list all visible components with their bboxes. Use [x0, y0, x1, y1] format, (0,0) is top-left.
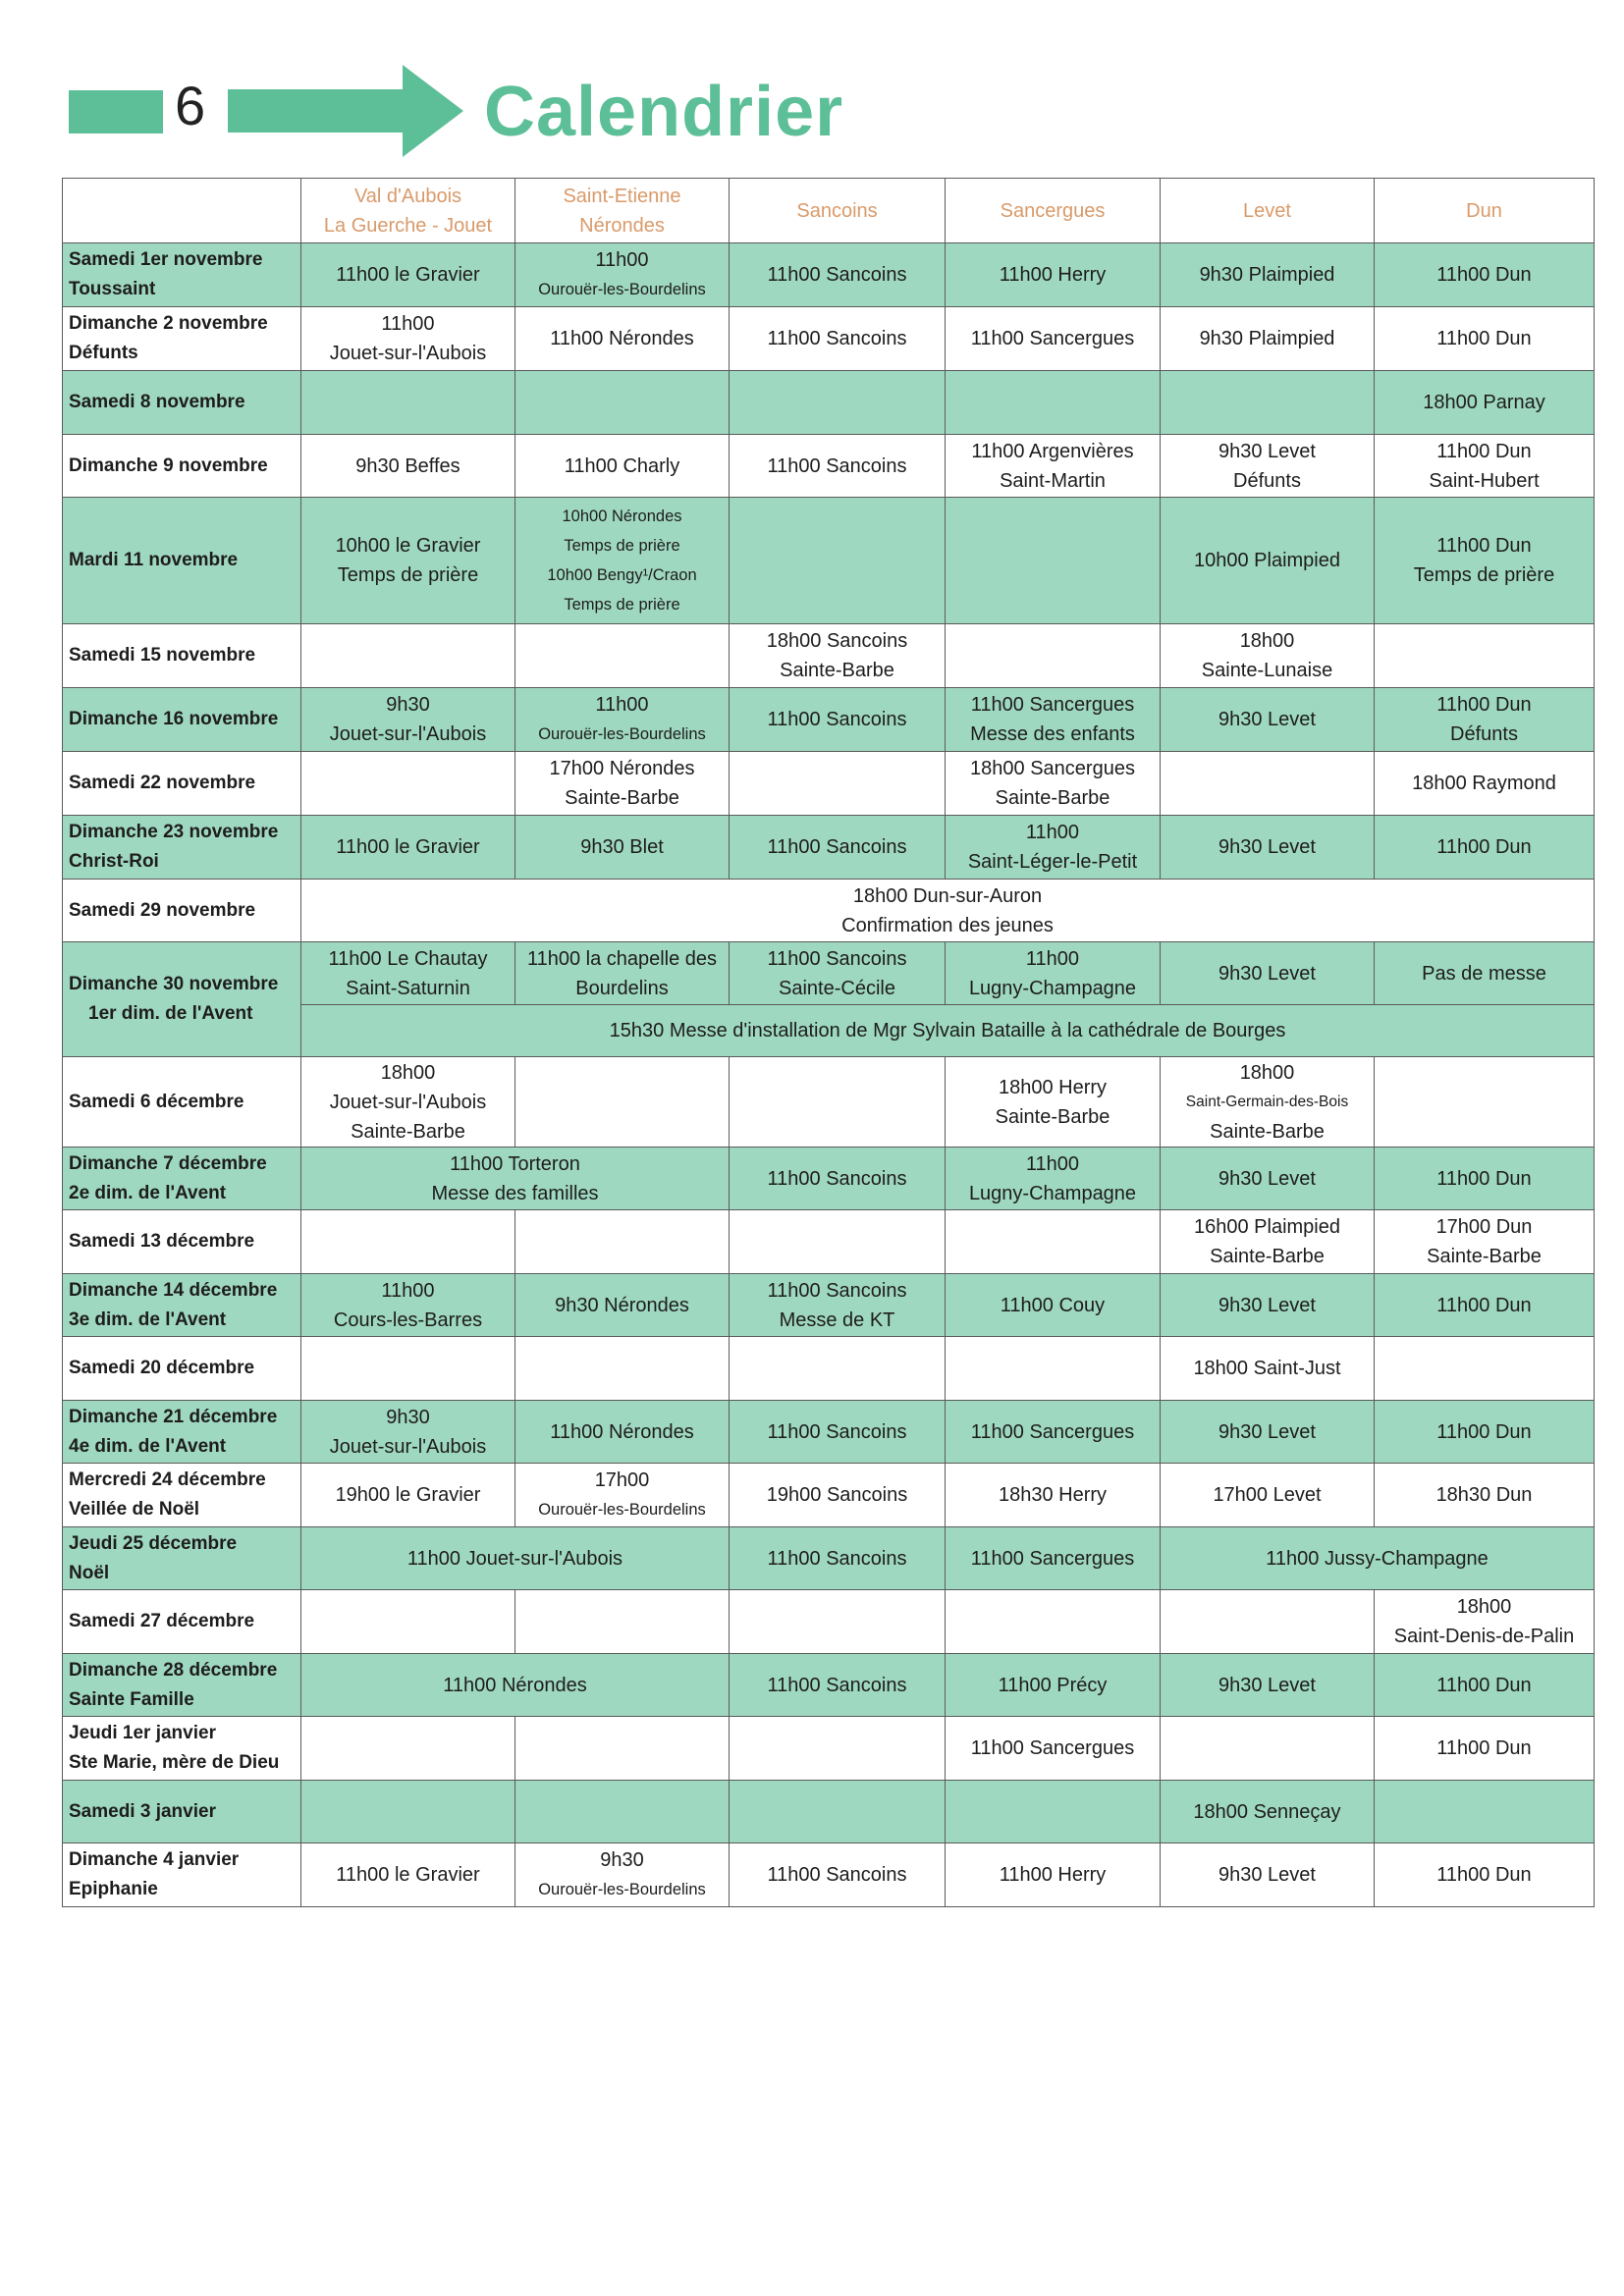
table-row [63, 942, 1595, 1005]
table-cell [730, 498, 946, 624]
date-cell: Samedi 8 novembre [63, 371, 301, 435]
table-cell [301, 1590, 515, 1654]
table-cell: 18h30 Dun [1375, 1464, 1595, 1527]
date-cell: Dimanche 23 novembre Christ-Roi [63, 816, 301, 880]
table-cell: 9h30 Plaimpied [1161, 243, 1375, 307]
table-cell [301, 1210, 515, 1274]
table-cell: 18h00 Saint-Germain-des-Bois Sainte-Barbe [1161, 1057, 1375, 1148]
table-cell [1375, 1337, 1595, 1401]
table-cell: 17h00 Nérondes Sainte-Barbe [515, 752, 730, 816]
table-cell [515, 1057, 730, 1148]
table-cell: 9h30 Jouet-sur-l'Aubois [301, 688, 515, 752]
table-cell: 9h30 Jouet-sur-l'Aubois [301, 1401, 515, 1464]
date-cell: Dimanche 21 décembre 4e dim. de l'Avent [63, 1401, 301, 1464]
table-cell: 11h00 Lugny-Champagne [946, 942, 1161, 1005]
table-cell: 9h30 Ourouër-les-Bourdelins [515, 1843, 730, 1907]
date-cell: Samedi 20 décembre [63, 1337, 301, 1401]
table-cell: 17h00 Dun Sainte-Barbe [1375, 1210, 1595, 1274]
table-cell [1161, 752, 1375, 816]
table-row [63, 1401, 1595, 1464]
table-row [63, 1057, 1595, 1148]
date-cell: Dimanche 14 décembre 3e dim. de l'Avent [63, 1274, 301, 1337]
date-cell: Samedi 29 novembre [63, 880, 301, 942]
table-cell [730, 1057, 946, 1148]
table-cell [1161, 371, 1375, 435]
table-cell: 11h00 Couy [946, 1274, 1161, 1337]
date-cell: Dimanche 4 janvier Epiphanie [63, 1843, 301, 1907]
date-cell: Dimanche 30 novembre 1er dim. de l'Avent [63, 942, 301, 1057]
table-row [63, 1781, 1595, 1843]
table-cell: 11h00 Dun Temps de prière [1375, 498, 1595, 624]
table-cell: 11h00 Herry [946, 1843, 1161, 1907]
merged-cell: 11h00 Jussy-Champagne [1161, 1527, 1595, 1590]
table-cell: 18h00 Herry Sainte-Barbe [946, 1057, 1161, 1148]
table-row [63, 1274, 1595, 1337]
table-cell: 11h00 Sancoins Sainte-Cécile [730, 942, 946, 1005]
date-cell: Samedi 22 novembre [63, 752, 301, 816]
table-cell: 11h00 Charly [515, 435, 730, 498]
table-cell: 11h00 Herry [946, 243, 1161, 307]
table-cell: 17h00 Ourouër-les-Bourdelins [515, 1464, 730, 1527]
table-cell: 11h00 Le Chautay Saint-Saturnin [301, 942, 515, 1005]
table-row [63, 880, 1595, 942]
table-row [63, 1527, 1595, 1590]
table-cell: 11h00 Ourouër-les-Bourdelins [515, 688, 730, 752]
table-row [63, 1654, 1595, 1717]
table-cell: 11h00 Sancergues [946, 1717, 1161, 1781]
column-header: Sancoins [730, 179, 946, 243]
date-cell: Dimanche 28 décembre Sainte Famille [63, 1654, 301, 1717]
table-cell [1375, 1057, 1595, 1148]
table-cell: 11h00 Dun Défunts [1375, 688, 1595, 752]
table-cell: 11h00 Ourouër-les-Bourdelins [515, 243, 730, 307]
table-cell [946, 624, 1161, 688]
table-cell: 11h00 Sancoins [730, 243, 946, 307]
table-cell: 9h30 Beffes [301, 435, 515, 498]
table-cell [301, 371, 515, 435]
table-cell: 11h00 Sancergues [946, 1527, 1161, 1590]
table-cell: 11h00 le Gravier [301, 1843, 515, 1907]
table-cell: 9h30 Levet [1161, 688, 1375, 752]
table-row [63, 816, 1595, 880]
date-cell: Samedi 3 janvier [63, 1781, 301, 1843]
table-cell [946, 1781, 1161, 1843]
table-cell: 11h00 le Gravier [301, 243, 515, 307]
table-cell: 18h00 Saint-Just [1161, 1337, 1375, 1401]
table-row [63, 1590, 1595, 1654]
table-cell: 11h00 Cours-les-Barres [301, 1274, 515, 1337]
table-cell: 11h00 Dun [1375, 816, 1595, 880]
table-cell: 9h30 Levet [1161, 942, 1375, 1005]
date-cell: Jeudi 25 décembre Noël [63, 1527, 301, 1590]
table-cell: 11h00 Dun [1375, 307, 1595, 371]
table-cell: 11h00 Dun [1375, 1148, 1595, 1210]
table-cell: 9h30 Levet [1161, 1401, 1375, 1464]
table-cell: 11h00 Saint-Léger-le-Petit [946, 816, 1161, 880]
table-cell [515, 624, 730, 688]
table-row [63, 1148, 1595, 1210]
date-cell: Samedi 13 décembre [63, 1210, 301, 1274]
table-row [63, 688, 1595, 752]
table-cell: 9h30 Levet [1161, 816, 1375, 880]
table-row [63, 498, 1595, 624]
arrow-right-icon [228, 61, 473, 159]
table-row [63, 1717, 1595, 1781]
table-cell: 19h00 Sancoins [730, 1464, 946, 1527]
table-cell: 11h00 Sancergues [946, 1401, 1161, 1464]
table-cell: 11h00 Sancoins [730, 307, 946, 371]
table-cell [946, 1337, 1161, 1401]
table-cell [730, 1337, 946, 1401]
merged-cell: 11h00 Jouet-sur-l'Aubois [301, 1527, 730, 1590]
table-cell: 11h00 Argenvières Saint-Martin [946, 435, 1161, 498]
table-row [63, 1337, 1595, 1401]
table-cell: 9h30 Levet [1161, 1274, 1375, 1337]
table-cell [515, 1337, 730, 1401]
date-cell: Dimanche 16 novembre [63, 688, 301, 752]
table-cell: 11h00 Sancoins [730, 435, 946, 498]
table-cell: 11h00 la chapelle des Bourdelins [515, 942, 730, 1005]
table-cell [1161, 1590, 1375, 1654]
table-cell: 11h00 Dun [1375, 243, 1595, 307]
table-cell: 11h00 Jouet-sur-l'Aubois [301, 307, 515, 371]
table-cell [301, 1781, 515, 1843]
table-cell: 11h00 Sancergues [946, 307, 1161, 371]
table-cell: 11h00 Sancoins [730, 1401, 946, 1464]
table-cell [730, 1781, 946, 1843]
table-cell: 11h00 Dun [1375, 1717, 1595, 1781]
table-cell [515, 1781, 730, 1843]
table-cell: 9h30 Levet [1161, 1843, 1375, 1907]
table-cell: 19h00 le Gravier [301, 1464, 515, 1527]
table-cell: 18h00 Raymond [1375, 752, 1595, 816]
table-cell [515, 1210, 730, 1274]
column-header: Sancergues [946, 179, 1161, 243]
table-cell: 9h30 Levet Défunts [1161, 435, 1375, 498]
merged-cell: 15h30 Messe d'installation de Mgr Sylvain Bataille à la cathédrale de Bourges [301, 1005, 1595, 1057]
table-row [63, 371, 1595, 435]
table-row [63, 307, 1595, 371]
table-cell [946, 498, 1161, 624]
table-cell: 11h00 Lugny-Champagne [946, 1148, 1161, 1210]
table-cell [1375, 624, 1595, 688]
table-cell: 11h00 Sancoins [730, 1527, 946, 1590]
table-cell: 11h00 Sancoins [730, 1148, 946, 1210]
table-cell [1161, 1717, 1375, 1781]
table-cell: 11h00 Dun [1375, 1654, 1595, 1717]
table-cell: 18h00 Jouet-sur-l'Aubois Sainte-Barbe [301, 1057, 515, 1148]
merged-cell: 11h00 Nérondes [301, 1654, 730, 1717]
table-cell [730, 1717, 946, 1781]
table-cell: 11h00 Dun [1375, 1274, 1595, 1337]
table-row [63, 243, 1595, 307]
table-row [63, 752, 1595, 816]
table-row [63, 1843, 1595, 1907]
date-cell: Dimanche 7 décembre 2e dim. de l'Avent [63, 1148, 301, 1210]
table-cell [515, 1590, 730, 1654]
table-cell [730, 371, 946, 435]
table-cell: 16h00 Plaimpied Sainte-Barbe [1161, 1210, 1375, 1274]
table-cell: 10h00 Plaimpied [1161, 498, 1375, 624]
date-cell: Samedi 6 décembre [63, 1057, 301, 1148]
table-cell: 11h00 Sancoins [730, 688, 946, 752]
table-cell: 18h30 Herry [946, 1464, 1161, 1527]
date-cell: Dimanche 2 novembre Défunts [63, 307, 301, 371]
table-cell: 9h30 Levet [1161, 1148, 1375, 1210]
table-cell: 11h00 Sancoins [730, 1654, 946, 1717]
table-cell: 11h00 Sancoins [730, 816, 946, 880]
table-cell: 18h00 Sainte-Lunaise [1161, 624, 1375, 688]
table-cell [946, 1210, 1161, 1274]
table-cell [1375, 1781, 1595, 1843]
date-cell: Jeudi 1er janvier Ste Marie, mère de Dieu [63, 1717, 301, 1781]
merged-cell: 18h00 Dun-sur-Auron Confirmation des jeunes [301, 880, 1595, 942]
date-cell: Samedi 15 novembre [63, 624, 301, 688]
table-cell: 11h00 Sancergues Messe des enfants [946, 688, 1161, 752]
table-row [63, 435, 1595, 498]
table-cell: 11h00 Dun [1375, 1401, 1595, 1464]
table-cell [301, 752, 515, 816]
table-cell [946, 1590, 1161, 1654]
table-cell: 11h00 Nérondes [515, 1401, 730, 1464]
column-header: Levet [1161, 179, 1375, 243]
table-cell: 11h00 Sancoins Messe de KT [730, 1274, 946, 1337]
date-cell: Mercredi 24 décembre Veillée de Noël [63, 1464, 301, 1527]
table-cell [730, 752, 946, 816]
corner-cell [63, 179, 301, 243]
table-row [63, 624, 1595, 688]
page-header [0, 0, 1624, 167]
table-cell [730, 1210, 946, 1274]
table-cell: 18h00 Sancoins Sainte-Barbe [730, 624, 946, 688]
merged-cell: 11h00 Torteron Messe des familles [301, 1148, 730, 1210]
table-cell: 10h00 le Gravier Temps de prière [301, 498, 515, 624]
page-number: 6 [175, 75, 206, 136]
date-cell: Mardi 11 novembre [63, 498, 301, 624]
table-cell: 9h30 Nérondes [515, 1274, 730, 1337]
table-cell: Pas de messe [1375, 942, 1595, 1005]
table-cell: 10h00 Nérondes Temps de prière 10h00 Bengy¹/Craon Temps de prière [515, 498, 730, 624]
table-cell: 11h00 Dun Saint-Hubert [1375, 435, 1595, 498]
mass-schedule-table [62, 178, 1595, 1907]
table-cell [730, 1590, 946, 1654]
date-cell: Samedi 27 décembre [63, 1590, 301, 1654]
table-cell [301, 1717, 515, 1781]
table-cell: 9h30 Levet [1161, 1654, 1375, 1717]
table-cell [301, 1337, 515, 1401]
table-cell: 17h00 Levet [1161, 1464, 1375, 1527]
table-row [63, 1464, 1595, 1527]
date-cell: Samedi 1er novembre Toussaint [63, 243, 301, 307]
table-row [63, 1210, 1595, 1274]
table-cell [515, 1717, 730, 1781]
header-row [63, 179, 1595, 243]
table-cell: 11h00 Dun [1375, 1843, 1595, 1907]
page-title: Calendrier [484, 73, 844, 151]
table-cell [946, 371, 1161, 435]
table-cell [515, 371, 730, 435]
column-header: Saint-Etienne Nérondes [515, 179, 730, 243]
table-cell: 11h00 Précy [946, 1654, 1161, 1717]
table-cell: 18h00 Parnay [1375, 371, 1595, 435]
table-cell: 18h00 Saint-Denis-de-Palin [1375, 1590, 1595, 1654]
date-cell: Dimanche 9 novembre [63, 435, 301, 498]
table-cell: 11h00 le Gravier [301, 816, 515, 880]
column-header: Dun [1375, 179, 1595, 243]
page-number-bar [69, 90, 163, 133]
table-cell: 18h00 Senneçay [1161, 1781, 1375, 1843]
table-cell: 9h30 Plaimpied [1161, 307, 1375, 371]
table-cell: 11h00 Sancoins [730, 1843, 946, 1907]
table-cell: 18h00 Sancergues Sainte-Barbe [946, 752, 1161, 816]
table-cell: 11h00 Nérondes [515, 307, 730, 371]
column-header: Val d'Aubois La Guerche - Jouet [301, 179, 515, 243]
table-cell: 9h30 Blet [515, 816, 730, 880]
table-cell [301, 624, 515, 688]
